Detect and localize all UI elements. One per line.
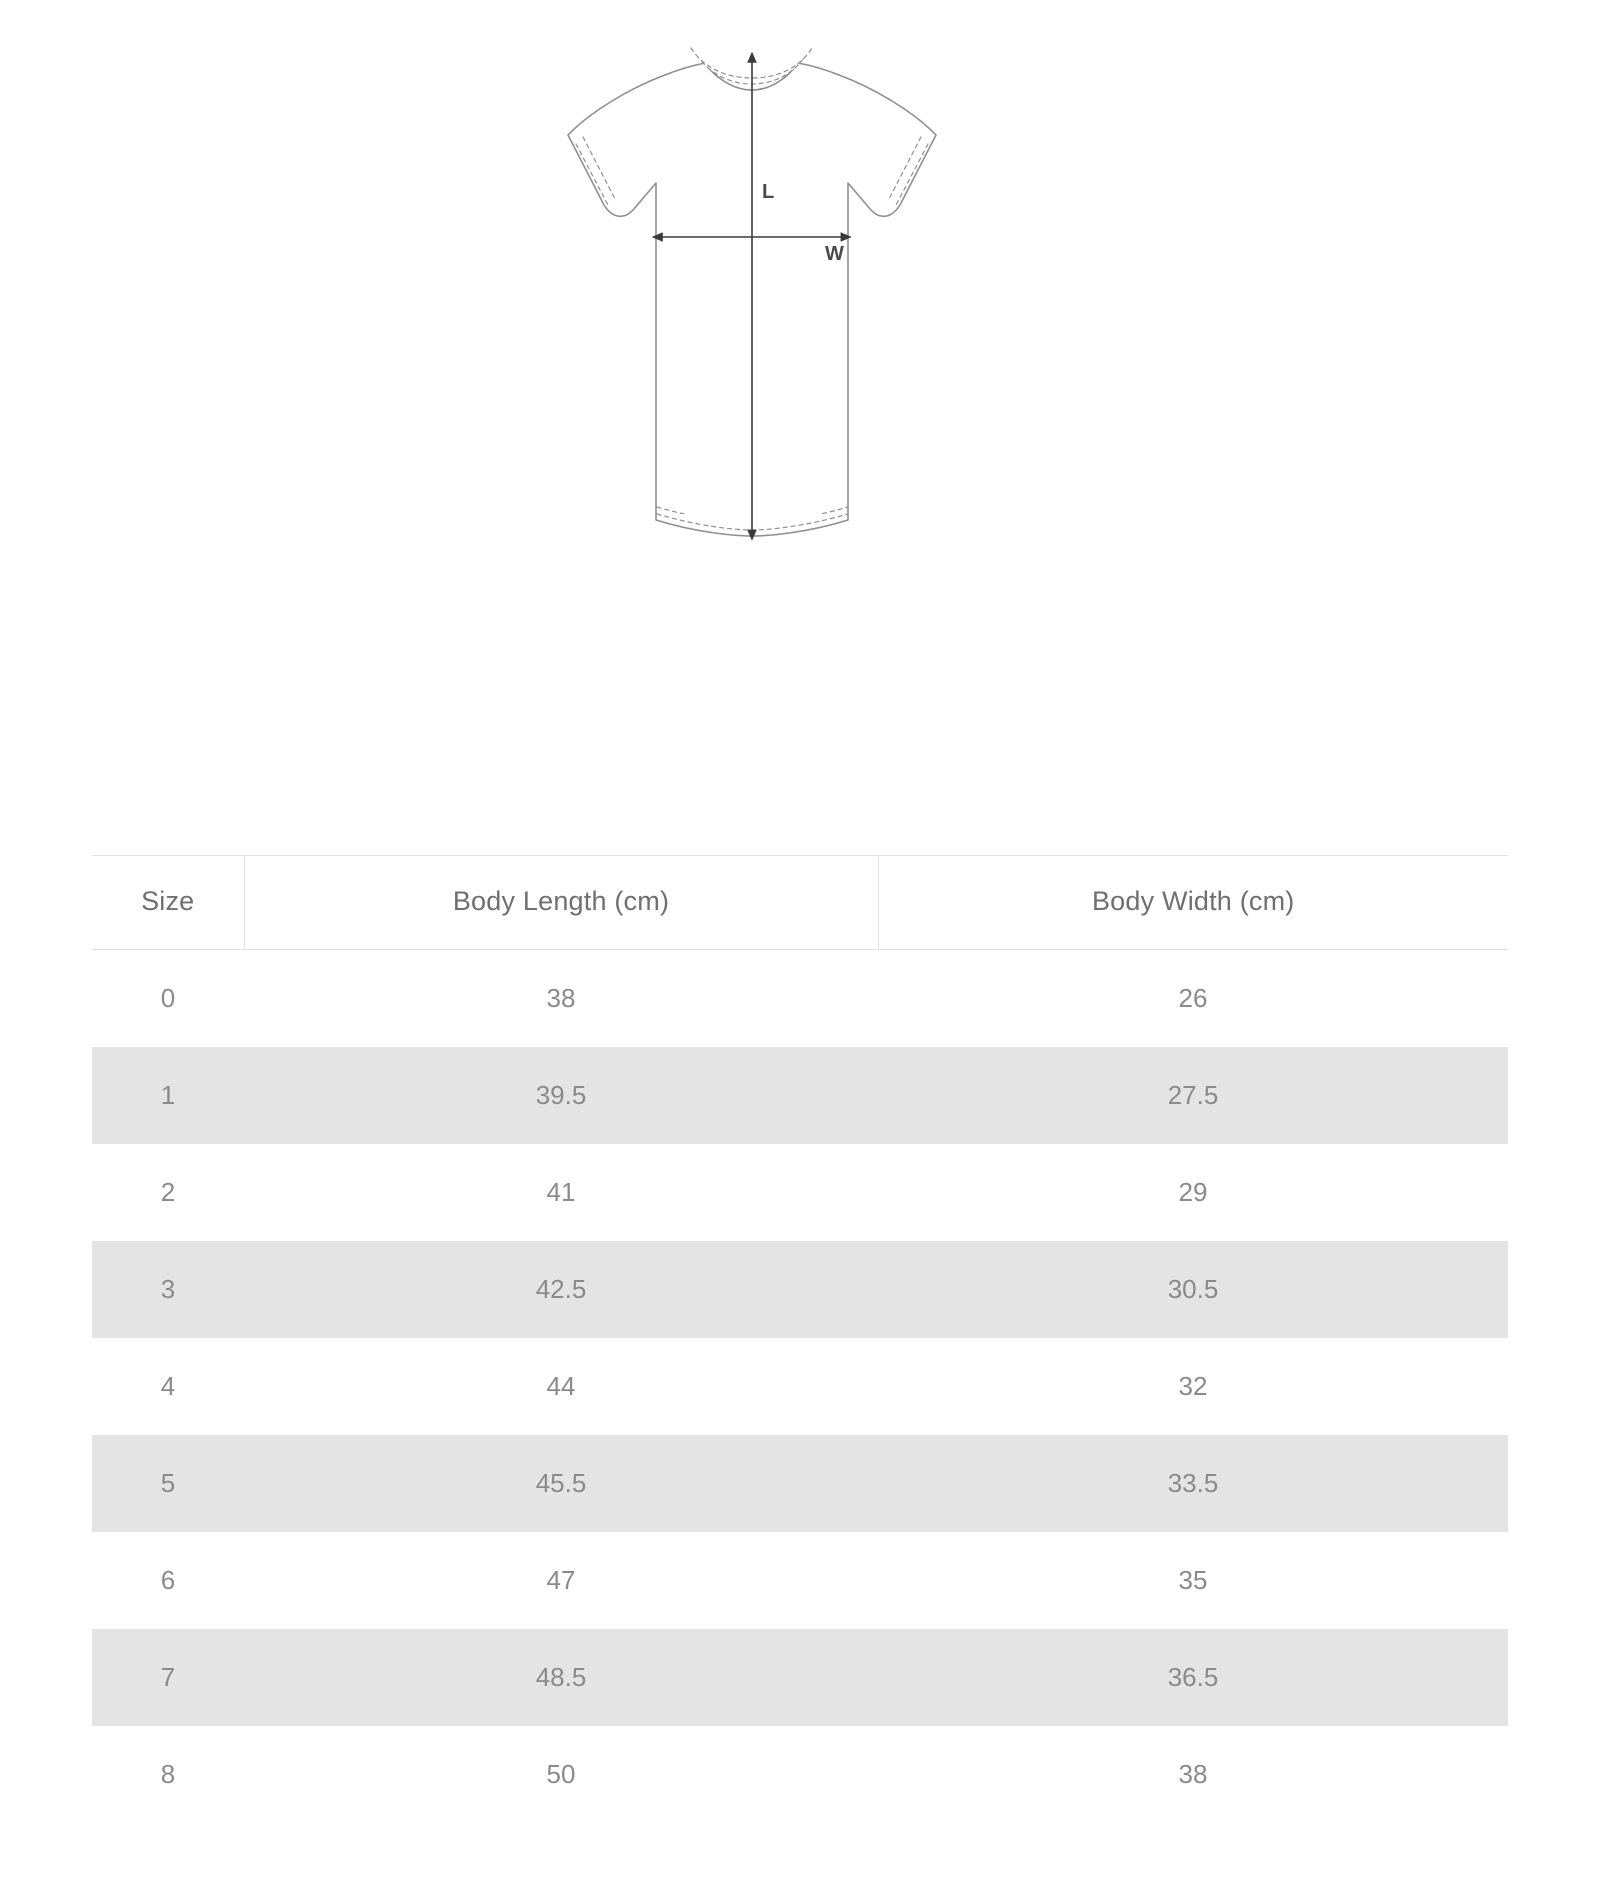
column-header-body-width: Body Width (cm)	[878, 856, 1508, 950]
cell-body-length: 50	[546, 1759, 576, 1789]
cell-body-width: 29	[1178, 1177, 1208, 1207]
length-label: L	[762, 181, 775, 203]
column-header-size: Size	[92, 856, 244, 950]
diagram-container	[0, 0, 1600, 830]
cell-body-width: 26	[1178, 983, 1208, 1013]
cell-body-length: 45.5	[244, 1435, 878, 1532]
cell-body-length: 42.5	[244, 1241, 878, 1338]
table-row	[92, 1144, 1508, 1241]
cell-body-length: 47	[546, 1565, 576, 1595]
cell-size: 6	[160, 1565, 176, 1595]
cell-size: 0	[160, 983, 176, 1013]
cell-body-length: 41	[546, 1177, 576, 1207]
cell-size: 2	[160, 1177, 176, 1207]
cell-body-length: 39.5	[244, 1047, 878, 1144]
cell-size: 8	[160, 1759, 176, 1789]
table-row	[92, 1726, 1508, 1823]
cell-size: 7	[92, 1629, 244, 1726]
cell-body-width: 35	[1178, 1565, 1208, 1595]
cell-body-length: 48.5	[244, 1629, 878, 1726]
cell-size: 4	[160, 1371, 176, 1401]
cell-body-length: 44	[546, 1371, 576, 1401]
cell-body-width: 36.5	[878, 1629, 1508, 1726]
cell-body-width: 33.5	[878, 1435, 1508, 1532]
table-body	[92, 950, 1508, 1824]
width-label: W	[825, 243, 844, 265]
table-row	[92, 1338, 1508, 1435]
cell-body-width: 30.5	[878, 1241, 1508, 1338]
table-header	[92, 856, 1508, 950]
column-header-body-length: Body Length (cm)	[244, 856, 878, 950]
table-row	[92, 1629, 1508, 1726]
tshirt-measurement-diagram	[380, 20, 1020, 620]
table-row	[92, 1241, 1508, 1338]
cell-body-width: 27.5	[878, 1047, 1508, 1144]
table-row	[92, 950, 1508, 1048]
cell-body-width: 32	[1178, 1371, 1208, 1401]
table-row	[92, 1435, 1508, 1532]
cell-size: 5	[92, 1435, 244, 1532]
cell-body-width: 38	[1178, 1759, 1208, 1789]
cell-body-length: 38	[546, 983, 576, 1013]
cell-size: 1	[92, 1047, 244, 1144]
table-row	[92, 1047, 1508, 1144]
cell-size: 3	[92, 1241, 244, 1338]
table-row	[92, 1532, 1508, 1629]
size-chart-table	[92, 855, 1508, 1823]
header-row	[92, 856, 1508, 950]
